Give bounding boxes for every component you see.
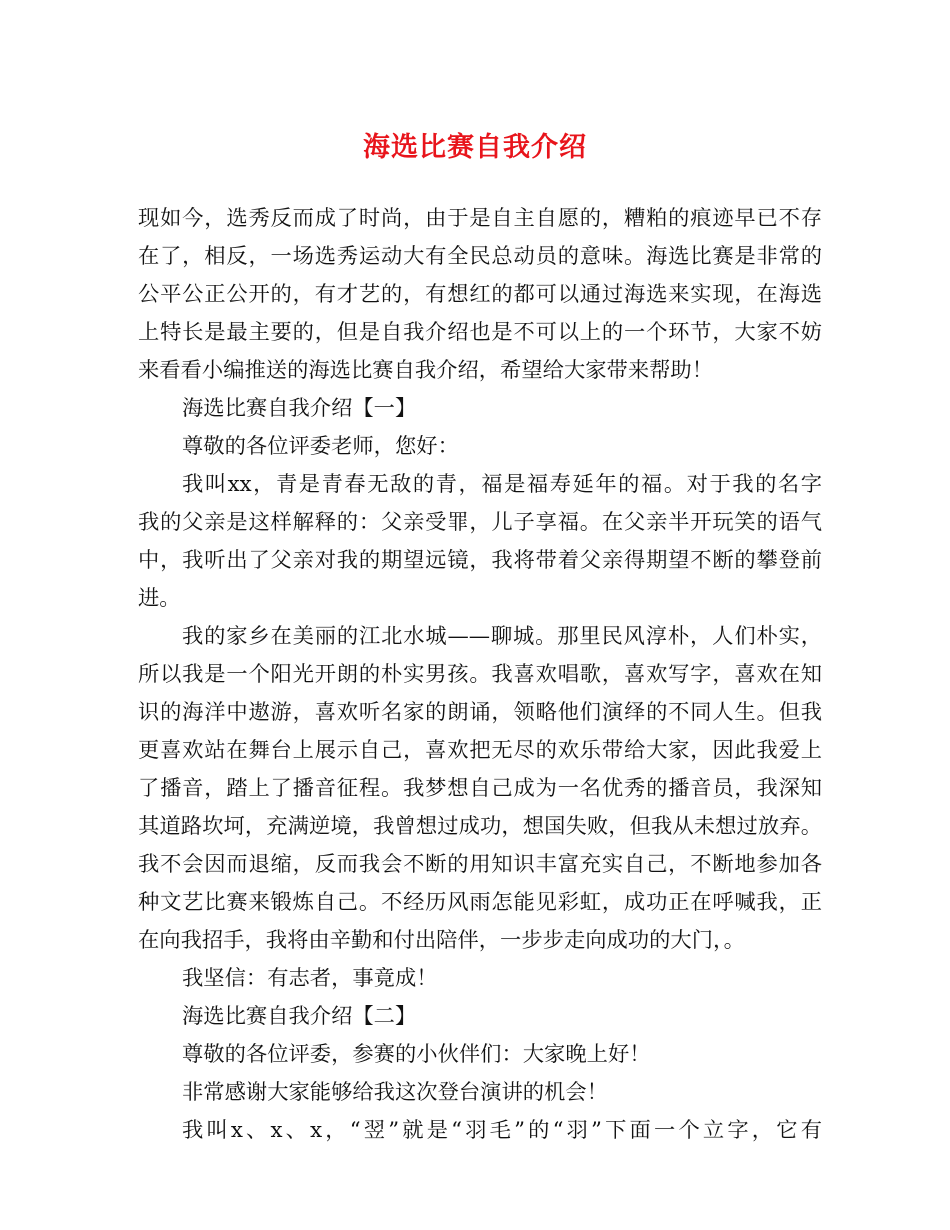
- body-line: 尊敬的各位评委老师，您好：: [182, 434, 459, 459]
- body-line: 更喜欢站在舞台上展示自己，喜欢把无尽的欢乐带给大家，因此我爱上: [138, 738, 822, 763]
- body-line: 海选比赛自我介绍【一】: [182, 396, 417, 421]
- body-line: 上特长是最主要的，但是自我介绍也是不可以上的一个环节，大家不妨: [138, 320, 822, 345]
- body-line: 识的海洋中遨游，喜欢听名家的朗诵，领略他们演绎的不同人生。但我: [138, 700, 822, 725]
- body-line: 现如今，选秀反而成了时尚，由于是自主自愿的，糟粕的痕迹早已不存: [138, 206, 822, 231]
- body-line: 海选比赛自我介绍【二】: [182, 1004, 417, 1029]
- body-line: 在向我招手，我将由辛勤和付出陪伴，一步步走向成功的大门，。: [138, 928, 745, 953]
- body-line: 了播音，踏上了播音征程。我梦想自己成为一名优秀的播音员，我深知: [138, 776, 822, 801]
- body-line: 非常感谢大家能够给我这次登台演讲的机会！: [182, 1080, 608, 1105]
- body-line: 尊敬的各位评委，参赛的小伙伴们：大家晚上好！: [182, 1042, 651, 1067]
- document-title: 海选比赛自我介绍: [363, 132, 587, 163]
- body-line: 我的父亲是这样解释的：父亲受罪，儿子享福。在父亲半开玩笑的语气: [138, 510, 822, 535]
- body-line: 在了，相反，一场选秀运动大有全民总动员的意味。海选比赛是非常的: [138, 244, 822, 269]
- body-line: 中，我听出了父亲对我的期望远镜，我将带着父亲得期望不断的攀登前: [138, 548, 822, 573]
- body-line: 其道路坎坷，充满逆境，我曾想过成功，想国失败，但我从未想过放弃。: [138, 814, 822, 839]
- body-line: 所以我是一个阳光开朗的朴实男孩。我喜欢唱歌，喜欢写字，喜欢在知: [138, 662, 822, 687]
- body-line: 我坚信：有志者，事竟成！: [182, 966, 438, 991]
- body-line: 来看看小编推送的海选比赛自我介绍，希望给大家带来帮助！: [138, 358, 714, 383]
- body-line: 进。: [138, 586, 181, 611]
- body-line: 我叫x、x、x，“翌”就是“羽毛”的“羽”下面一个立字，它有: [182, 1118, 822, 1143]
- body-line: 公平公正公开的，有才艺的，有想红的都可以通过海选来实现，在海选: [138, 282, 822, 307]
- document-body: [138, 200, 822, 1150]
- body-line: 种文艺比赛来锻炼自己。不经历风雨怎能见彩虹，成功正在呼喊我，正: [138, 890, 822, 915]
- body-line: 我不会因而退缩，反而我会不断的用知识丰富充实自己，不断地参加各: [138, 852, 822, 877]
- body-line: 我的家乡在美丽的江北水城——聊城。那里民风淳朴，人们朴实，: [182, 624, 822, 649]
- body-line: 我叫xx，青是青春无敌的青，福是福寿延年的福。对于我的名字: [182, 472, 822, 497]
